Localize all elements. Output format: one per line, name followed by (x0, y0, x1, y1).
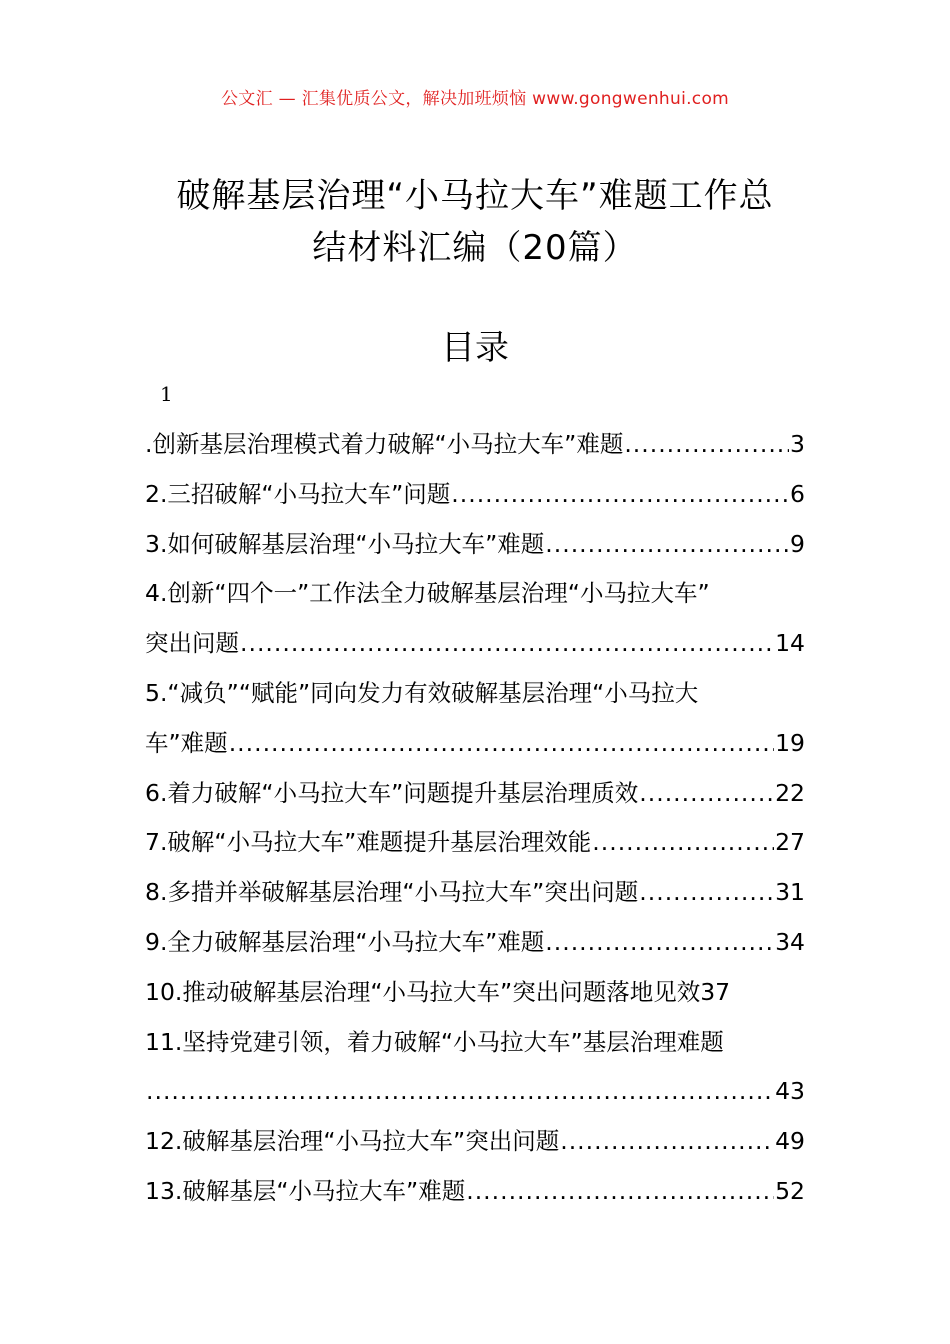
dot-leader (545, 520, 789, 570)
toc-entry-4-line-2[interactable] (145, 619, 805, 669)
toc-entry-5-line-1[interactable] (145, 669, 805, 719)
toc-entry-page: 43 (775, 1077, 805, 1106)
toc-entry-11-line-2[interactable] (145, 1067, 805, 1117)
dot-leader (592, 818, 774, 868)
toc-entry-11-line-1[interactable] (145, 1018, 805, 1068)
toc-entry-title: 突出问题 (145, 629, 239, 658)
toc-entry-4-line-1[interactable] (145, 569, 805, 619)
toc-entry-1[interactable] (145, 420, 805, 470)
dot-leader (639, 868, 774, 918)
toc-entry-7[interactable] (145, 818, 805, 868)
toc-entry-title: 12.破解基层治理“小马拉大车”突出问题 (145, 1127, 560, 1156)
dot-leader (451, 470, 789, 520)
toc-entry-title: 3.如何破解基层治理“小马拉大车”难题 (145, 529, 545, 558)
toc-entry-title: 2.三招破解“小马拉大车”问题 (145, 479, 451, 508)
title-line-2: 结材料汇编（20篇） (312, 228, 638, 268)
toc-entry-6[interactable] (145, 769, 805, 819)
dot-leader (229, 719, 774, 769)
toc-heading: 目录 (441, 328, 509, 368)
toc-entry-page: 9 (790, 529, 805, 558)
dot-leader (545, 918, 774, 968)
dot-leader (624, 420, 789, 470)
dot-leader (639, 769, 774, 819)
toc-entry-title: 5.“减负”“赋能”同向发力有效破解基层治理“小马拉大 (145, 678, 699, 707)
dot-leader (146, 1067, 774, 1117)
toc-entry-title: 13.破解基层“小马拉大车”难题 (145, 1176, 466, 1205)
toc-entry-page: 14 (775, 629, 805, 658)
dot-leader (466, 1167, 774, 1217)
toc-entry-10[interactable] (145, 968, 805, 1018)
toc-entry-page: 27 (775, 828, 805, 857)
title-line-1: 破解基层治理“小马拉大车”难题工作总 (176, 176, 774, 216)
site-banner: 公文汇 — 汇集优质公文，解决加班烦恼 www.gongwenhui.com (220, 89, 730, 109)
toc-entry-page: 37 (700, 977, 731, 1006)
document-title (100, 170, 850, 274)
toc-entry-3[interactable] (145, 520, 805, 570)
toc-entry-page: 31 (775, 878, 805, 907)
dot-leader (240, 619, 774, 669)
toc-entry-page: 6 (790, 479, 805, 508)
toc-entry-12[interactable] (145, 1117, 805, 1167)
toc-entry-page: 52 (775, 1176, 805, 1205)
toc-entry-8[interactable] (145, 868, 805, 918)
toc-entry-page: 22 (775, 778, 805, 807)
toc-entry-title: 6.着力破解“小马拉大车”问题提升基层治理质效 (145, 778, 639, 807)
toc-entry-title: 车”难题 (145, 728, 228, 757)
toc-marker: 1 (160, 382, 173, 406)
toc-entry-5-line-2[interactable] (145, 719, 805, 769)
dot-leader (560, 1117, 774, 1167)
toc-entry-page: 19 (775, 728, 805, 757)
toc-entry-page: 34 (775, 927, 805, 956)
toc-entry-title: 8.多措并举破解基层治理“小马拉大车”突出问题 (145, 878, 639, 907)
toc-entry-9[interactable] (145, 918, 805, 968)
toc-entry-13[interactable] (145, 1167, 805, 1217)
toc-entry-page: 3 (790, 430, 805, 458)
toc-entry-page: 49 (775, 1127, 805, 1156)
toc-entry-title: 7.破解“小马拉大车”难题提升基层治理效能 (145, 828, 592, 857)
toc-entry-2[interactable] (145, 470, 805, 520)
toc-entry-title: 4.创新“四个一”工作法全力破解基层治理“小马拉大车” (145, 579, 710, 608)
toc-entry-title: 11.坚持党建引领，着力破解“小马拉大车”基层治理难题 (145, 1027, 724, 1056)
table-of-contents (145, 420, 805, 1217)
toc-entry-title: 9.全力破解基层治理“小马拉大车”难题 (145, 927, 545, 956)
toc-entry-title: 10.推动破解基层治理“小马拉大车”突出问题落地见效 (145, 977, 701, 1006)
toc-entry-title: .创新基层治理模式着力破解“小马拉大车”难题 (145, 430, 624, 458)
